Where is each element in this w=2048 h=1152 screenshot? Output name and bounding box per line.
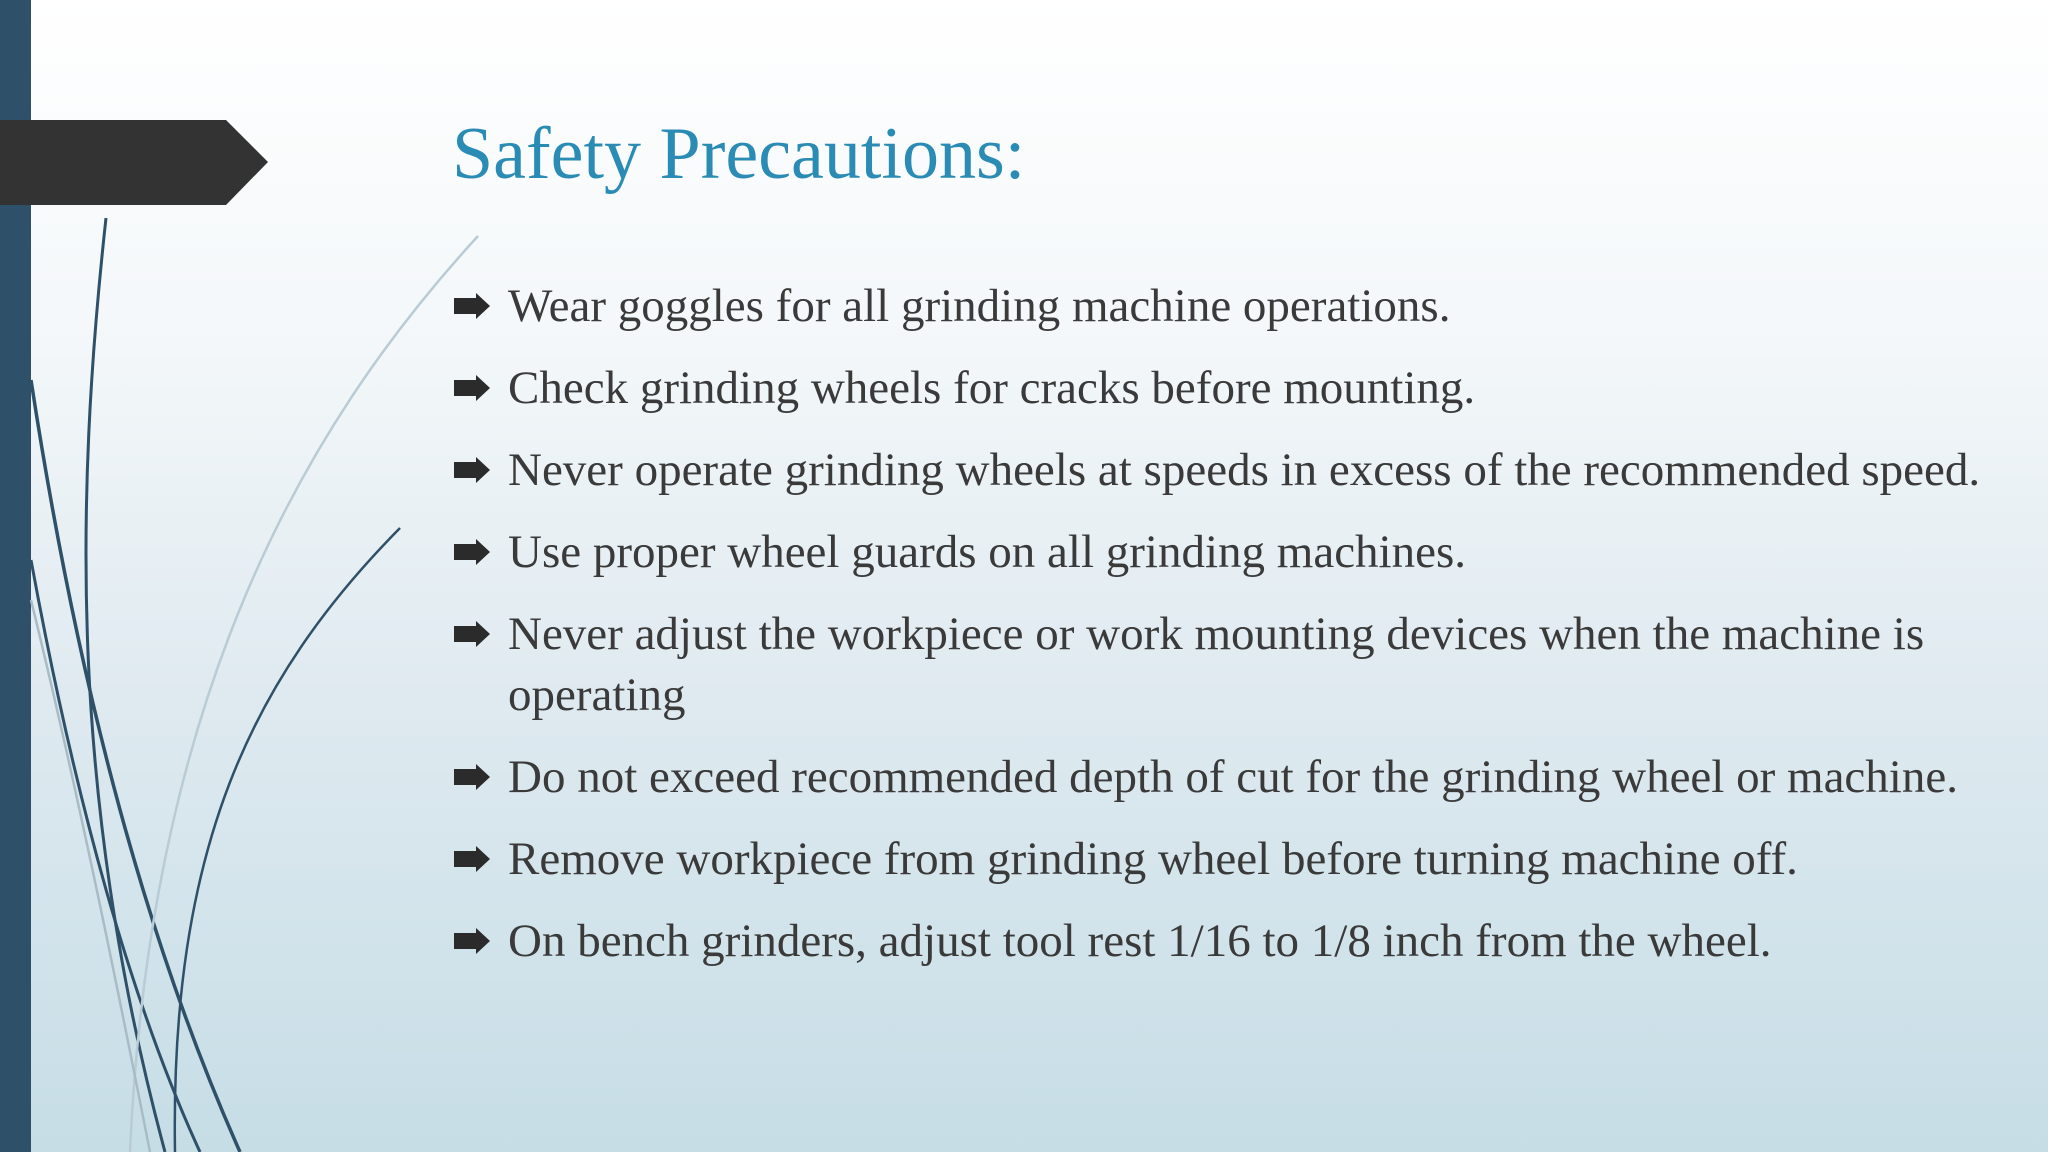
arrow-right-icon [452, 293, 492, 319]
bullet-item [452, 440, 2012, 501]
slide-title: Safety Precautions: [452, 113, 1026, 195]
arrow-right-icon [452, 621, 492, 647]
bullet-text: Wear goggles for all grinding machine operations. [508, 280, 1451, 332]
bullet-list [452, 276, 2012, 993]
bullet-text: On bench grinders, adjust tool rest 1/16 to 1/8 inch from the wheel. [508, 915, 1772, 967]
bullet-text: Remove workpiece from grinding wheel before turning machine off. [508, 833, 1798, 885]
arrow-right-icon [452, 457, 492, 483]
title-arrow-tab [0, 120, 268, 205]
bullet-text: Never adjust the workpiece or work mounting devices when the machine is operating [508, 608, 1925, 721]
arrow-right-icon [452, 928, 492, 954]
bullet-text: Do not exceed recommended depth of cut for the grinding wheel or machine. [508, 751, 1958, 803]
bullet-item [452, 829, 2012, 890]
bullet-item [452, 911, 2012, 972]
arrow-right-icon [452, 846, 492, 872]
bullet-text: Check grinding wheels for cracks before mounting. [508, 362, 1476, 414]
arrow-right-icon [452, 764, 492, 790]
arrow-right-icon [452, 539, 492, 565]
bullet-item [452, 522, 2012, 583]
bullet-item [452, 276, 2012, 337]
bullet-item [452, 747, 2012, 808]
bullet-text: Never operate grinding wheels at speeds in excess of the recommended speed. [508, 444, 1981, 496]
arrow-right-icon [452, 375, 492, 401]
bullet-item [452, 604, 2012, 726]
bullet-text: Use proper wheel guards on all grinding machines. [508, 526, 1467, 578]
bullet-item [452, 358, 2012, 419]
